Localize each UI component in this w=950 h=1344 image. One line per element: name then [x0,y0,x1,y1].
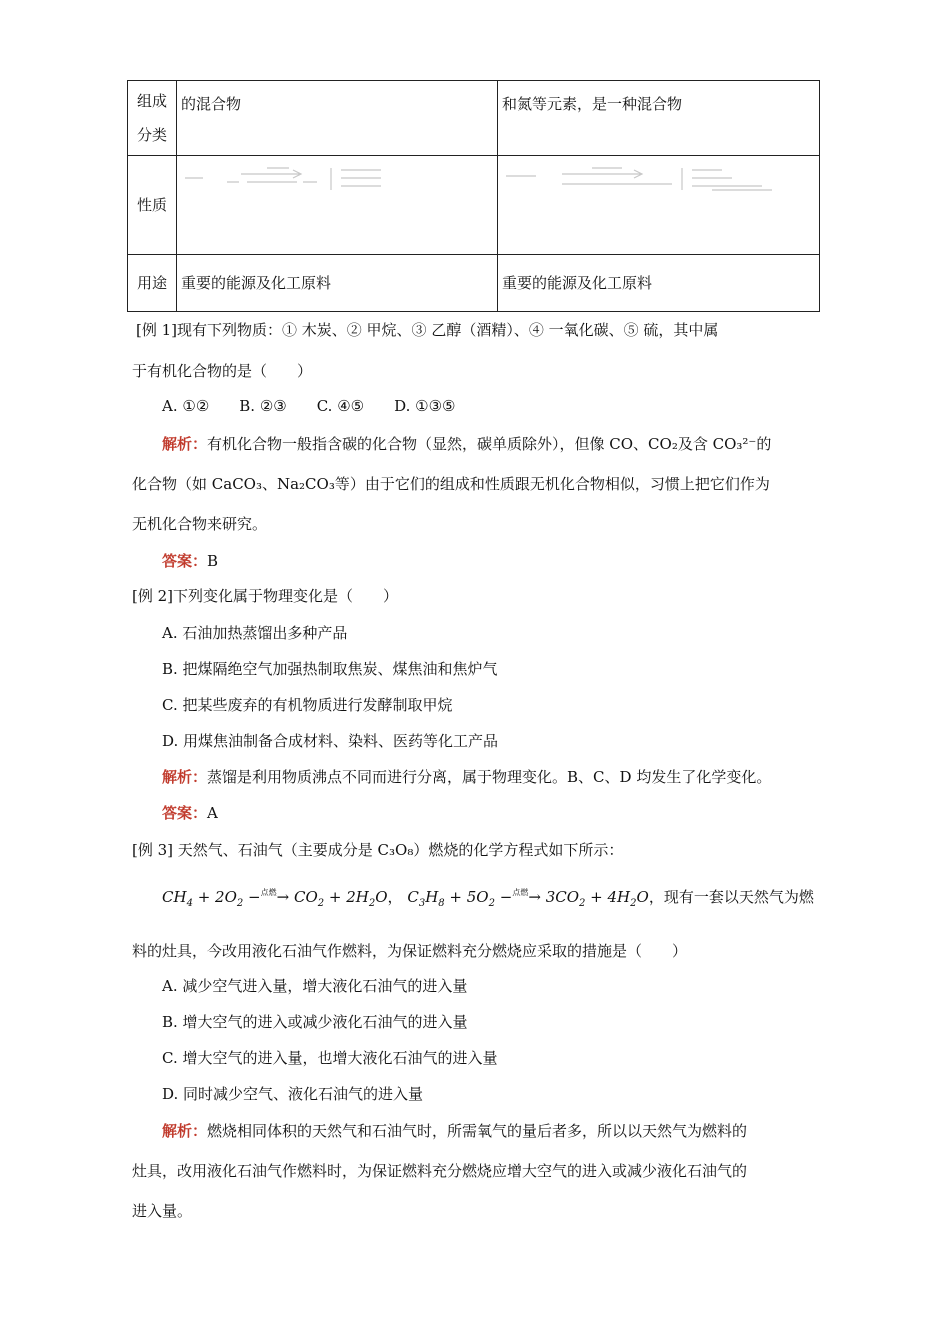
reaction-condition: 点燃 [260,888,277,897]
example2-answer [162,803,850,823]
example2-option-d: D. 用煤焦油制备合成材料、染料、医药等化工产品 [162,732,499,750]
example3-question-line3: 料的灶具，今改用液化石油气作燃料，为保证燃料充分燃烧应采取的措施是（ ） [132,942,688,960]
reaction-condition: 点燃 [512,888,529,897]
example1-answer [162,551,850,571]
table-cell: 和氮等元素，是一种混合物 [498,81,820,156]
example1-analysis-line1 [162,434,850,454]
example1-options: A. ①② B. ②③ C. ④⑤ D. ①③⑤ [162,397,456,415]
example2-option-c: C. 把某些废弃的有机物质进行发酵制取甲烷 [162,696,453,714]
example3-question-line1: [例 3] 天然气、石油气（主要成分是 C₃O₈）燃烧的化学方程式如下所示： [132,841,624,859]
coal-process-diagram [181,164,411,192]
example1-analysis-line3: 无机化合物来研究。 [132,515,268,533]
example3-option-a: A. 减少空气进入量，增大液化石油气的进入量 [162,977,468,995]
analysis-label: 解析： [162,435,208,453]
example3-option-b: B. 增大空气的进入或减少液化石油气的进入量 [162,1013,468,1031]
row-header: 用途 [128,255,177,312]
row-header: 性质 [128,156,177,255]
example2-option-b: B. 把煤隔绝空气加强热制取焦炭、煤焦油和焦炉气 [162,660,498,678]
analysis-text: 蒸馏是利用物质沸点不同而进行分离，属于物理变化。B、C、D 均发生了化学变化。 [207,768,772,786]
answer-value: B [207,552,219,570]
table-row [128,255,820,312]
example3-option-d: D. 同时减少空气、液化石油气的进入量 [162,1085,424,1103]
analysis-text: 有机化合物一般指含碳的化合物（显然，碳单质除外），但像 CO、CO₂及含 CO₃²⁻的 [207,435,772,453]
comparison-table [127,80,820,312]
row-header: 组成分类 [128,81,177,156]
table-row [128,81,820,156]
formula-tail: ，现有一套以天然气为燃 [648,888,814,906]
combustion-equations: $CH_4 + 2O_2 -^{点燃}\to CO_2 + 2H_2O$， $C_3H_8 + 5O_2 -^{点燃}\to 3CO_2 + 4H_2O$，现有一套以天然气为燃 [162,888,814,909]
table-cell: 重要的能源及化工原料 [498,255,820,312]
example3-analysis-line1 [162,1121,850,1141]
example1-question-line1: [例 1]现有下列物质：① 木炭、② 甲烷、③ 乙醇（酒精）、④ 一氧化碳、⑤ 硫，其中属 [136,321,719,339]
answer-value: A [207,804,218,822]
example2-question: [例 2]下列变化属于物理变化是（ ） [132,587,399,605]
example3-analysis-line2: 灶具，改用液化石油气作燃料时，为保证燃料充分燃烧应增大空气的进入或减少液化石油气的 [132,1162,748,1180]
example3-option-c: C. 增大空气的进入量，也增大液化石油气的进入量 [162,1049,498,1067]
example3-analysis-line3: 进入量。 [132,1202,193,1220]
analysis-label: 解析： [162,1122,208,1140]
example1-analysis-line2: 化合物（如 CaCO₃、Na₂CO₃等）由于它们的组成和性质跟无机化合物相似，习惯上把它们作为 [132,475,770,493]
example1-question-line2: 于有机化合物的是（ ） [132,362,313,380]
petroleum-process-diagram [502,164,792,194]
table-cell [177,156,498,255]
table-row [128,156,820,255]
example2-option-a: A. 石油加热蒸馏出多种产品 [162,624,348,642]
answer-label: 答案： [162,804,208,822]
example2-analysis [162,767,850,787]
analysis-label: 解析： [162,768,208,786]
analysis-text: 燃烧相同体积的天然气和石油气时，所需氧气的量后者多，所以以天然气为燃料的 [207,1122,748,1140]
answer-label: 答案： [162,552,208,570]
table-cell [498,156,820,255]
table-cell: 重要的能源及化工原料 [177,255,498,312]
table-cell: 的混合物 [177,81,498,156]
